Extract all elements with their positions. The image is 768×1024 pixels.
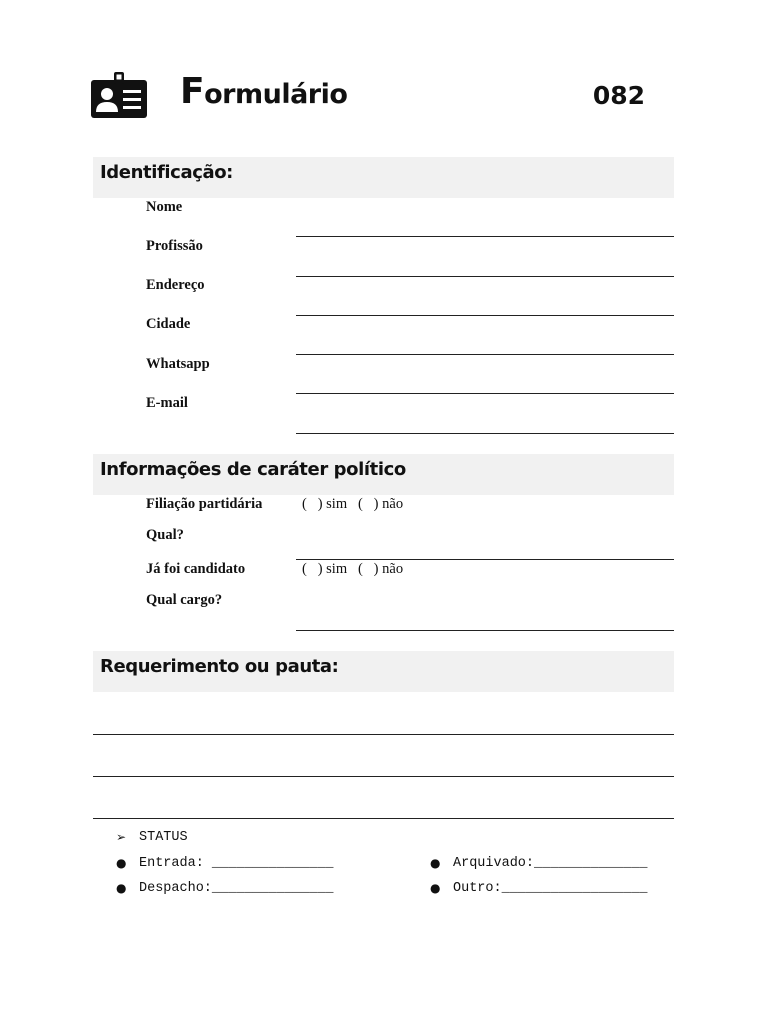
label-cargo: Qual cargo? <box>146 592 223 608</box>
bullet-icon: ● <box>116 881 127 895</box>
input-line-requerimento-2[interactable] <box>93 776 674 777</box>
section-requerimento <box>93 651 674 692</box>
label-profissao: Profissão <box>146 238 203 254</box>
label-endereco: Endereço <box>146 277 205 293</box>
input-line-endereco[interactable] <box>296 315 674 316</box>
input-line-cargo[interactable] <box>296 630 674 631</box>
input-line-nome[interactable] <box>296 236 674 237</box>
input-line-cidade[interactable] <box>296 354 674 355</box>
status-arquivado[interactable]: Arquivado:______________ <box>453 856 648 871</box>
section-heading-politico: Informações de caráter político <box>100 459 406 480</box>
form-number: 082 <box>592 81 645 110</box>
title-initial: F <box>180 71 205 112</box>
id-card-icon <box>91 72 147 118</box>
filiacao-options[interactable]: ( ) sim ( ) não <box>302 496 404 512</box>
label-whatsapp: Whatsapp <box>146 356 210 372</box>
label-candidato: Já foi candidato <box>146 561 246 577</box>
status-outro[interactable]: Outro:__________________ <box>453 881 648 896</box>
label-cidade: Cidade <box>146 316 191 332</box>
label-nome: Nome <box>146 199 183 215</box>
label-filiacao: Filiação partidária <box>146 496 263 512</box>
candidato-options[interactable]: ( ) sim ( ) não <box>302 561 404 577</box>
page-title <box>180 70 347 117</box>
section-heading-identificacao: Identificação: <box>100 162 233 183</box>
status-entrada[interactable]: Entrada: _______________ <box>139 856 334 871</box>
input-line-email[interactable] <box>296 433 674 434</box>
input-line-profissao[interactable] <box>296 276 674 277</box>
form-header <box>91 70 651 120</box>
bullet-icon: ● <box>430 856 441 870</box>
section-identificacao <box>93 157 674 198</box>
section-heading-requerimento: Requerimento ou pauta: <box>100 656 339 677</box>
title-rest: ormulário <box>204 79 348 110</box>
section-politico <box>93 454 674 495</box>
status-title: STATUS <box>139 830 188 845</box>
label-email: E-mail <box>146 395 188 411</box>
input-line-requerimento-3[interactable] <box>93 818 674 819</box>
bullet-icon: ● <box>430 881 441 895</box>
arrow-icon: ➢ <box>116 830 127 844</box>
bullet-icon: ● <box>116 856 127 870</box>
input-line-whatsapp[interactable] <box>296 393 674 394</box>
status-despacho[interactable]: Despacho:_______________ <box>139 881 334 896</box>
input-line-qual[interactable] <box>296 559 674 560</box>
label-qual: Qual? <box>146 527 184 543</box>
input-line-requerimento-1[interactable] <box>93 734 674 735</box>
